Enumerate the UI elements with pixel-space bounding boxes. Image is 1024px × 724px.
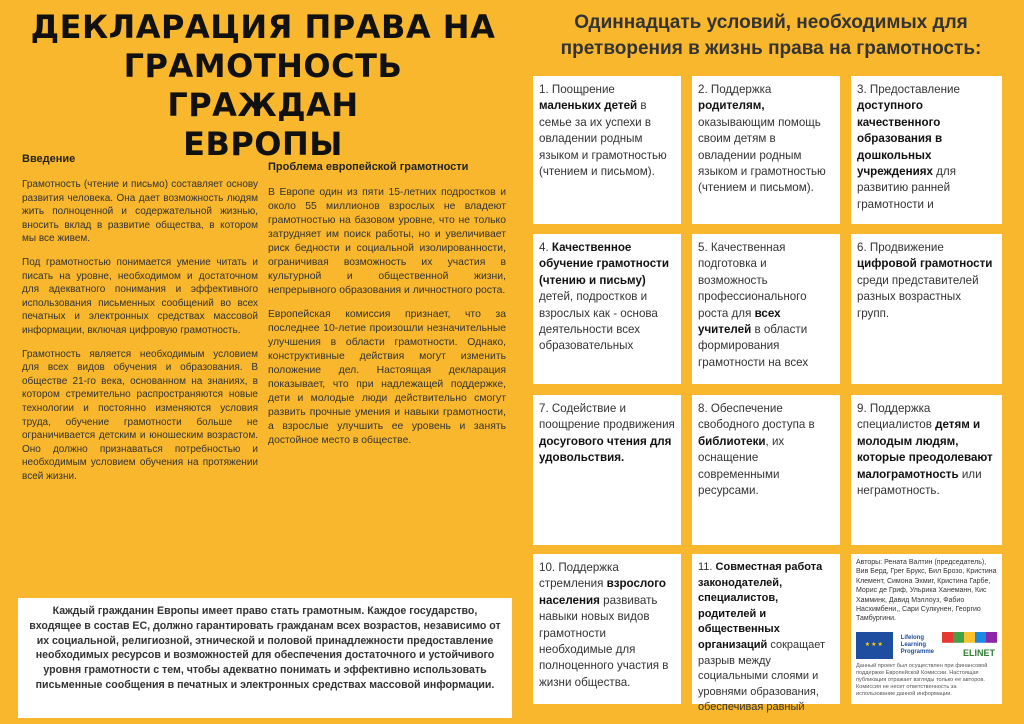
condition-text: 2. Поддержка [698,83,772,96]
condition-text: в области формирования грамотности на всех [698,323,809,369]
condition-text: 5. Качественная подготовка и возможность профессионального роста для [698,241,807,320]
problem-heading: Проблема европейской грамотности [268,161,469,173]
condition-card-6 [851,234,1002,384]
condition-text: детей, подростков и взрослых как - основа деятельности всех образовательных [539,290,658,353]
condition-emphasis: детям и молодым людям, которые преодолевают малограмотность [857,418,993,481]
condition-text: 9. Поддержка специалистов [857,402,936,432]
condition-text: 8. Обеспечение свободного доступа в [698,402,815,432]
condition-card-2 [692,76,840,224]
condition-text: 7. Содействие и поощрение продвижения [539,402,675,432]
condition-card-1 [533,76,681,224]
intro-section [22,152,258,493]
intro-heading: Введение [22,153,76,165]
page-title [28,8,498,164]
condition-text: в семье за их успехи в овладении родным языком и грамотностью (чтением и письмом). [539,99,667,179]
intro-paragraph: Грамотность (чтение и письмо) составляет основу развития человека. Она дает возможность людям жить полноценной и содержательной жизнью, вносить вклад в развитие общества, в котором мы все живем. [22,179,258,245]
condition-emphasis: досугового чтения для удовольствия. [539,434,672,465]
condition-emphasis: Совместная работа законодателей, специалистов, родителей и общественных организаций [698,561,823,651]
condition-card-3 [851,76,1002,224]
problem-section [268,160,506,458]
condition-text: среди представителей разных возрастных групп. [857,273,979,320]
condition-text: сокращает разрыв между социальными слоями и уровнями образования, обеспечивая равный [698,638,826,714]
condition-text: 10. Поддержка стремления [539,561,619,591]
intro-paragraph: Под грамотностью понимается умение читать и писать на уровне, необходимом и достаточном для адекватного понимания и эффективного использования письменных сообщений во всех печатных и электронных средствах массовой информации, включая цифровую грамотность. [22,256,258,336]
condition-emphasis: доступного качественного образования в дошкольных учреждениях [857,99,943,179]
condition-text: 1. Поощрение [539,83,615,96]
title-line: ГРАМОТНОСТЬ ГРАЖДАН [123,47,403,124]
disclaimer: Данный проект был осуществлен при финансовой поддержке Европейской Комиссии. Настоящая публикация отражает взгляды только ее авторов. Комиссия не несет ответственность за использование данной информации. [856,662,988,697]
condition-emphasis: маленьких детей [539,99,638,113]
condition-text: 11. [698,561,716,573]
conditions-title [526,10,1016,62]
condition-card-5 [692,234,840,384]
condition-card-10 [533,554,681,704]
condition-emphasis: взрослого населения [539,577,666,607]
eu-flag-icon: ★★★ [856,632,893,659]
condition-emphasis: цифровой грамотности [857,257,993,271]
intro-paragraph: Грамотность является необходимым условием для всех видов обучения и образования. В обществе 21-го века, основанном на знаниях, в котором стремительно распространяются новые технологии и постоянно изменяются условия труда, обучение грамотности больше не ограничивается детским и юношеским возрастом. Оно должно признаваться потребностью и необходимым условием обучения на протяжении всей жизни. [22,348,258,482]
condition-text: для развитию ранней грамотности и [857,165,956,211]
condition-emphasis: Качественное обучение грамотности (чтению и письму) [539,241,669,287]
problem-paragraph: Европейская комиссия признает, что за последнее 10-летие произошли незначительные улучшения в области грамотности. Однако, конструктивные действия могут изменить положение дел. Настоящая декларация показывает, что при надлежащей поддержке, дети и молодые люди действительно смогут развить прочные умения и навыки грамотности, а взрослые улучшить ее уровень и занять достойное место в обществе. [268,309,506,446]
condition-text: или неграмотность. [857,467,982,498]
condition-text: 3. Предоставление [857,83,960,96]
problem-paragraph: В Европе один из пяти 15-летних подростков и около 55 миллионов взрослых не владеют грамотностью на базовом уровне, что не только затрудняет им поиск работы, но и увеличивает риск бедности и социальной изолированности, ограничивая возможность их участия в культурной и общественной жизни, непрерывного образования и личностного роста. [268,187,506,296]
conditions-title-line: Одиннадцать условий, необходимых для [574,12,968,33]
condition-card-9 [851,395,1002,545]
authors-list: Авторы: Рената Валтин (председатель), Вив Берд, Грег Брукс, Бил Брозо, Кристина Клемент, Симона Эхмиг, Кристина Гарбе, Морис де Гриф, Ульрика Ханеманн, Кис Хамминк, Давид Мэллоуз, Фабио Насхимбени,, Сари Сулкунен, Георгио Тамбургини. [856,559,997,623]
condition-emphasis: всех учителей [698,306,781,337]
conditions-title-line: претворения в жизнь права на грамотность: [560,38,982,59]
condition-text: развивать навыки новых видов грамотности необходимые для полноценного участия в жизни общества. [539,593,669,689]
rights-statement: Каждый гражданин Европы имеет право стать грамотным. Каждое государство, входящее в состав ЕС, должно гарантировать гражданам всех возрастов, независимо от их социальной, религиозной, этнической и половой принадлежности предоставление необходимых ресурсов и возможностей для обеспечения достаточного и устойчивого уровня грамотности с тем, чтобы адекватно понимать и эффективно использовать письменные сообщения в печатных и электронных средствах массовой информации. [18,598,512,718]
condition-emphasis: библиотеки [698,434,766,448]
authors-box [851,554,1002,704]
condition-card-4 [533,234,681,384]
title-line: ДЕКЛАРАЦИЯ ПРАВА НА [30,8,496,46]
condition-emphasis: родителям, [698,99,765,113]
condition-card-11 [692,554,840,714]
elinet-logo: ELINET [942,632,997,659]
logos-row [856,632,997,659]
llp-logo: Lifelong Learning Programme [900,634,935,655]
title-line: ЕВРОПЫ [183,125,343,163]
condition-text: 6. Продвижение [857,241,944,254]
condition-text: 4. [539,241,552,254]
condition-text: оказывающим помощь своим детям в овладении родным языком и грамотностью (чтением и письмом). [698,115,826,195]
condition-card-8 [692,395,840,545]
condition-text: , их оснащение современными ресурсами. [698,434,785,498]
condition-card-7 [533,395,681,545]
